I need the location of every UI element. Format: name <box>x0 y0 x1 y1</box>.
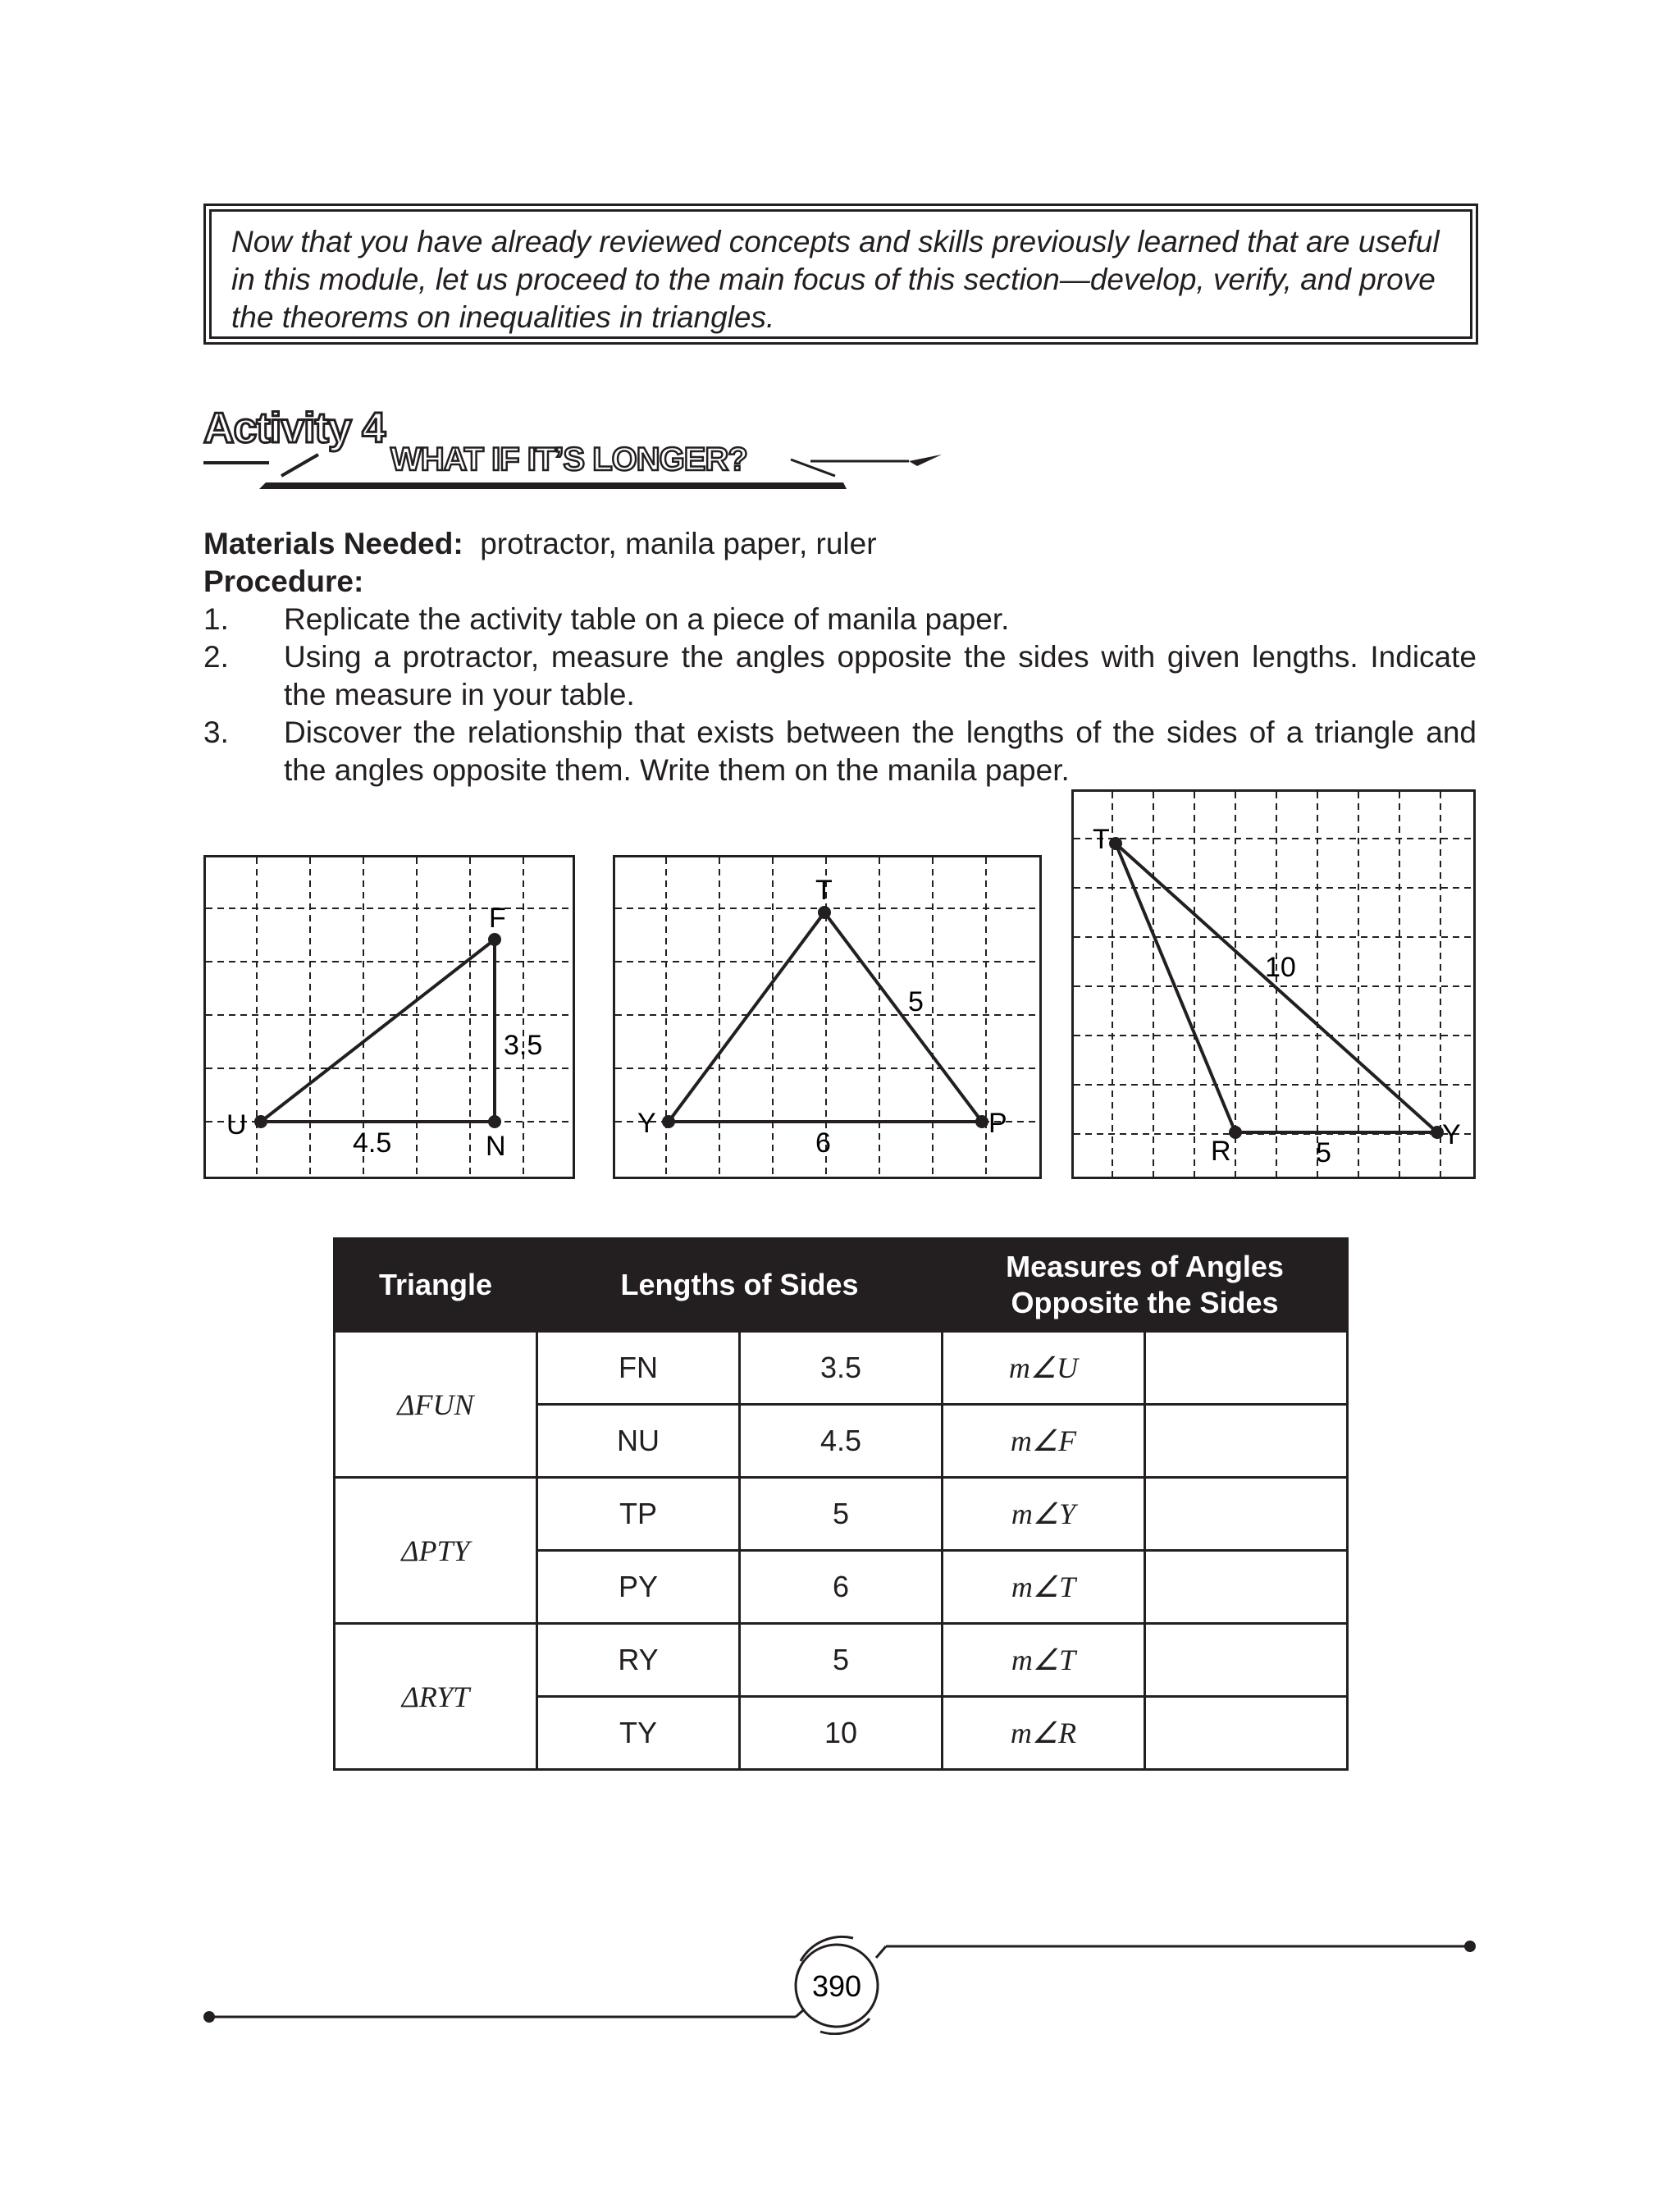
triangle-cell: ΔPTY <box>335 1478 537 1624</box>
intro-box <box>203 203 1478 345</box>
page-number: 390 <box>811 1969 862 2003</box>
side-cell: NU <box>537 1405 740 1478</box>
angle-cell: m∠R <box>943 1697 1145 1770</box>
length-cell: 5 <box>740 1478 943 1551</box>
header-measures-line-2: Opposite the Sides <box>1011 1286 1279 1319</box>
side-cell: TY <box>537 1697 740 1770</box>
side-cell: RY <box>537 1624 740 1697</box>
materials-line <box>203 525 877 563</box>
vertex-label-f: F <box>489 903 506 934</box>
length-cell: 10 <box>740 1697 943 1770</box>
step-number: 2. <box>203 640 229 674</box>
side-label-yp: 6 <box>815 1127 831 1159</box>
angle-cell: m∠U <box>943 1332 1145 1405</box>
vertex-label-t: T <box>815 875 833 906</box>
length-cell: 6 <box>740 1551 943 1624</box>
table-row <box>335 1332 1348 1405</box>
side-label-ry: 5 <box>1316 1137 1331 1168</box>
measure-cell[interactable] <box>1145 1332 1348 1405</box>
procedure-steps <box>203 601 1477 789</box>
procedure-step <box>203 601 1477 638</box>
vertex-label-u: U <box>226 1109 247 1141</box>
vertex-label-y: Y <box>1442 1119 1461 1150</box>
length-cell: 3.5 <box>740 1332 943 1405</box>
step-text: Using a protractor, measure the angles opposite the sides with given lengths. Indicate the measure in your table. <box>284 640 1477 711</box>
activity-label: Activity 4 <box>203 405 386 452</box>
angle-cell: m∠T <box>943 1551 1145 1624</box>
materials-label: Materials Needed: <box>203 527 463 560</box>
measure-cell[interactable] <box>1145 1697 1348 1770</box>
activity-title: WHAT IF IT’S LONGER? <box>390 441 747 478</box>
figure-triangle-fun <box>203 855 576 1180</box>
table-header-row <box>335 1239 1348 1332</box>
intro-text <box>209 209 1472 339</box>
page-footer <box>197 1928 1485 2035</box>
vertex-label-p: P <box>988 1108 1007 1139</box>
side-cell: TP <box>537 1478 740 1551</box>
activity-table <box>333 1237 1349 1771</box>
measure-cell[interactable] <box>1145 1551 1348 1624</box>
step-text: Replicate the activity table on a piece of manila paper. <box>284 602 1010 636</box>
side-label-ty: 10 <box>1265 952 1296 983</box>
figure-triangle-pty <box>613 855 1043 1180</box>
header-lengths: Lengths of Sides <box>537 1239 943 1332</box>
step-number: 3. <box>203 716 229 749</box>
procedure-label: Procedure: <box>203 565 364 598</box>
angle-cell: m∠Y <box>943 1478 1145 1551</box>
step-text: Discover the relationship that exists between the lengths of the sides of a triangle and the angles opposite them. Write them on the manila paper. <box>284 716 1477 787</box>
length-cell: 5 <box>740 1624 943 1697</box>
header-triangle: Triangle <box>335 1239 537 1332</box>
side-cell: PY <box>537 1551 740 1624</box>
header-measures <box>943 1239 1348 1332</box>
procedure-step <box>203 714 1477 789</box>
vertex-label-y: Y <box>637 1108 656 1139</box>
intro-line-3: the theorems on inequalities in triangles. <box>231 300 775 334</box>
figure-triangle-ryt <box>1071 789 1477 1180</box>
side-cell: FN <box>537 1332 740 1405</box>
intro-line-2: in this module, let us proceed to the main focus of this section—develop, verify, and prove <box>231 263 1436 296</box>
intro-line-1: Now that you have already reviewed concepts and skills previously learned that are useful <box>231 225 1440 258</box>
vertex-label-r: R <box>1211 1136 1231 1167</box>
side-label-un: 4.5 <box>353 1127 392 1159</box>
table-row <box>335 1478 1348 1551</box>
table-row <box>335 1624 1348 1697</box>
materials-value: protractor, manila paper, ruler <box>480 527 877 560</box>
triangle-cell: ΔRYT <box>335 1624 537 1770</box>
step-number: 1. <box>203 602 229 636</box>
measure-cell[interactable] <box>1145 1624 1348 1697</box>
measure-cell[interactable] <box>1145 1478 1348 1551</box>
vertex-label-t: T <box>1093 824 1110 855</box>
triangle-cell: ΔFUN <box>335 1332 537 1478</box>
header-measures-line-1: Measures of Angles <box>1006 1250 1284 1283</box>
vertex-label-n: N <box>486 1131 506 1162</box>
side-label-tp: 5 <box>908 986 924 1017</box>
length-cell: 4.5 <box>740 1405 943 1478</box>
measure-cell[interactable] <box>1145 1405 1348 1478</box>
procedure-step <box>203 638 1477 714</box>
angle-cell: m∠T <box>943 1624 1145 1697</box>
side-label-fn: 3.5 <box>504 1030 543 1061</box>
angle-cell: m∠F <box>943 1405 1145 1478</box>
